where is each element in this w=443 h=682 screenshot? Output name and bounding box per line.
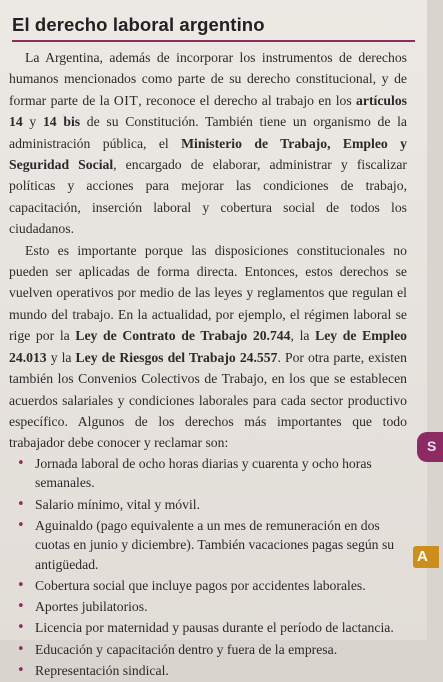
list-item: • Representación sindical. xyxy=(9,661,407,681)
title-underline xyxy=(12,40,415,42)
list-item: • Educación y capacitación dentro y fuera de la empresa. xyxy=(9,640,407,660)
bullet-icon: • xyxy=(17,496,25,512)
bold-ley-riesgos: Ley de Riesgos del Trabajo 24.557 xyxy=(75,349,278,365)
bullet-icon: • xyxy=(17,620,25,636)
edge-tab-letter: S xyxy=(427,438,437,454)
bold-ministerio: Ministerio de Trabajo, Empleo y Seguridad Social xyxy=(9,135,407,173)
bold-articulo-14: artículos 14 xyxy=(9,92,407,130)
list-item: • Cobertura social que incluye pagos por accidentes laborales. xyxy=(9,576,407,596)
body-text xyxy=(9,47,407,682)
paragraph-2: Esto es importante porque las disposiciones constitucionales no pueden ser aplicadas de forma directa. Entonces, estos derechos se vuelven operativos por medio de las leyes y reglamentos que regulan el mundo del trabajo. En la actualidad, por ejemplo, el régimen laboral se rige por la Ley de Contrato de Trabajo 20.744, la Ley de Empleo 24.013 y la Ley de Riesgos del Trabajo 24.557. Por otra parte, existen también los Convenios Colectivos de Trabajo, en los que se establecen acuerdos salariales y condiciones laborales para cada sector productivo específico. Algunos de los derechos más importantes que todo trabajador debe conocer y reclamar son: xyxy=(9,242,407,451)
bullet-icon: • xyxy=(17,641,25,657)
list-item: • Aportes jubilatorios. xyxy=(9,597,407,617)
list-item: • Licencia por maternidad y pausas durante el período de lactancia. xyxy=(9,618,407,638)
list-item: • Aguinaldo (pago equivalente a un mes de remuneración en dos cuotas en junio y diciembre). También vacaciones pagas según su antigüedad. xyxy=(17,517,395,572)
bullet-icon: • xyxy=(17,455,25,471)
bullet-icon: • xyxy=(17,578,25,594)
rights-list xyxy=(9,454,407,681)
edge-tab-orange xyxy=(413,546,439,568)
bold-ley-empleo: Ley de Empleo 24.013 xyxy=(9,328,407,365)
bold-ley-contrato: Ley de Contrato de Trabajo 20.744 xyxy=(75,328,291,344)
section-title: El derecho laboral argentino xyxy=(12,14,265,35)
edge-tab-purple xyxy=(417,432,443,462)
list-item: • Jornada laboral de ocho horas diarias y cuarenta y ocho horas semanales. xyxy=(17,455,372,491)
bullet-icon: • xyxy=(17,517,25,533)
bold-14-bis: 14 bis xyxy=(42,114,81,130)
bullet-icon: • xyxy=(17,599,25,615)
oit-acronym: OIT xyxy=(113,92,139,108)
edge-tab-letter: A xyxy=(417,548,428,565)
list-item: • Salario mínimo, vital y móvil. xyxy=(9,495,407,515)
bullet-icon: • xyxy=(17,662,25,678)
paragraph-1: La Argentina, además de incorporar los instrumentos de derechos humanos mencionados como parte de su derecho constitucional, y de formar parte de la OIT, reconoce el derecho al trabajo en los artículos 14 y 14 bis de su Constitución. También tiene un organismo de la administración pública, el Ministerio de Trabajo, Empleo y Seguridad Social, encargado de elaborar, administrar y fiscalizar políticas y acciones para mejorar las condiciones de trabajo, capacitación, inserción laboral y cobertura social de todos los ciudadanos. xyxy=(9,50,407,237)
